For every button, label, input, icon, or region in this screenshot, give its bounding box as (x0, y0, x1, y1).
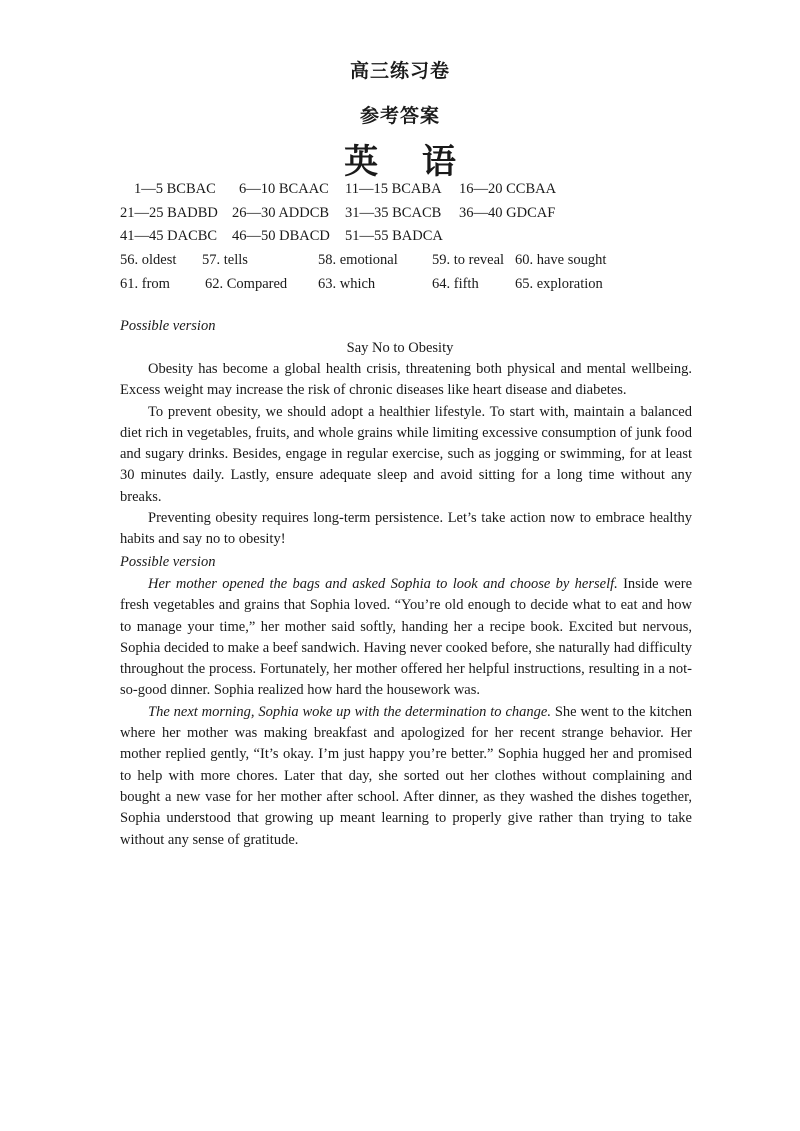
essay-2-paragraph (120, 702, 692, 851)
answer-item: 57. tells (202, 252, 248, 268)
answer-item: 63. which (318, 276, 376, 292)
answer-group: 41—45 DACBC (120, 228, 218, 244)
answer-group: 21—25 BADBD (120, 205, 218, 221)
answer-group: 26—30 ADDCB (232, 205, 330, 221)
answer-item: 59. to reveal (432, 252, 505, 268)
answer-group: 36—40 GDCAF (459, 205, 556, 221)
given-opening-sentence: Her mother opened the bags and asked Sophia to look and choose by herself. (148, 576, 618, 592)
answer-group: 46—50 DBACD (232, 228, 330, 244)
essay-1-paragraph: To prevent obesity, we should adopt a healthier lifestyle. To start with, maintain a balanced diet rich in vegetables, fruits, and whole grains while limiting excessive consumption of junk food and sugary drinks. Besides, engage in regular exercise, such as jogging or swimming, for at least 30 minutes daily. Lastly, ensure adequate sleep and avoid sitting for a long time without any breaks. (120, 403, 692, 505)
answer-item: 56. oldest (120, 252, 177, 268)
essay-2-body (120, 574, 692, 851)
answer-key-subtitle: 参考答案 (359, 105, 440, 127)
answer-group: 31—35 BCACB (345, 205, 442, 221)
answer-group: 16—20 CCBAA (459, 181, 557, 197)
answer-group: 6—10 BCAAC (239, 181, 329, 197)
answer-group: 11—15 BCABA (345, 181, 442, 197)
subject-title: 英 语 (344, 142, 472, 182)
essay-1-paragraph: Preventing obesity requires long-term persistence. Let’s take action now to embrace healthy habits and say no to obesity! (120, 510, 692, 548)
essay-1-body (120, 359, 692, 551)
possible-version-label-1: Possible version (120, 318, 216, 334)
answer-item: 64. fifth (432, 276, 479, 292)
answer-item: 60. have sought (515, 252, 607, 268)
essay-title: Say No to Obesity (346, 340, 454, 356)
answer-item: 62. Compared (205, 276, 288, 292)
given-opening-sentence: The next morning, Sophia woke up with the determination to change. (148, 703, 551, 720)
answer-item: 58. emotional (318, 252, 398, 268)
answer-item: 61. from (120, 276, 170, 292)
answer-item: 65. exploration (515, 276, 603, 292)
essay-1-paragraph: Obesity has become a global health crisis, threatening both physical and mental wellbeing. Excess weight may increase the risk of chronic diseases like heart disease and diabetes. (120, 361, 692, 399)
possible-version-label-2: Possible version (120, 554, 216, 570)
answer-group: 1—5 BCBAC (134, 181, 216, 197)
paragraph-text: Inside were fresh vegetables and grains that Sophia loved. “You’re old enough to decide what to eat and how to manage your time,” her mother said softly, handing her a recipe book. Excited but nervous, Sophia decided to make a beef sandwich. Having never cooked before, she naturally had difficulty throughout the process. Fortunately, her mother offered her helpful instructions, resulting in a not-so-good dinner. Sophia realized how hard the housework was. (120, 576, 693, 699)
essay-2-paragraph (120, 574, 692, 702)
paragraph-text: She went to the kitchen where her mother was making breakfast and apologized for her recent strange behavior. Her mother replied gently, “It’s okay. I’m just happy you’re better.” Sophia hugged her and promised to help with more chores. Later that day, she sorted out her clothes without complaining and bought a new vase for her mother after school. After dinner, as they washed the dishes together, Sophia understood that growing up meant learning to properly give rather than trying to take without any sense of gratitude. (120, 703, 693, 848)
exam-title: 高三练习卷 (349, 60, 450, 82)
answer-group: 51—55 BADCA (345, 228, 443, 244)
